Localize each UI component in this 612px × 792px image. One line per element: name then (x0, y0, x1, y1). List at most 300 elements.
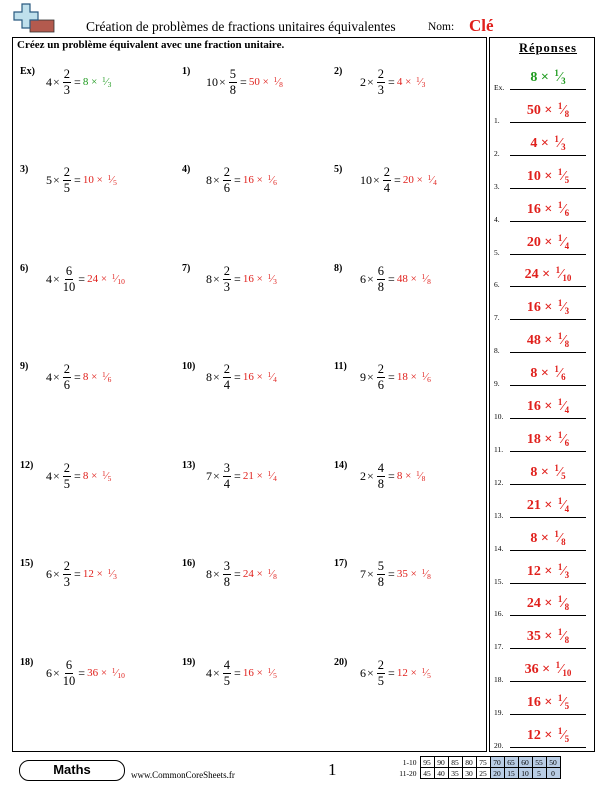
equals-sign: = (74, 468, 81, 483)
unit-fraction: $^1⁄_3$ (557, 561, 570, 580)
times-sign: × (367, 74, 374, 89)
unit-numerator: 1 (267, 272, 272, 281)
numerator: 2 (223, 165, 231, 179)
unit-denominator: 6 (273, 178, 277, 187)
answer-whole: 12 (396, 667, 408, 679)
problem-answer: $18 \times ^1⁄_6$ (396, 370, 431, 384)
equals-sign: = (388, 369, 395, 384)
denominator: 4 (223, 377, 231, 392)
unit-fraction: $^1⁄_3$ (554, 68, 566, 86)
problem-expression (360, 560, 431, 588)
fraction (63, 560, 71, 588)
denominator: 5 (377, 673, 385, 688)
equals-sign: = (234, 271, 241, 286)
whole-number: 4 (46, 74, 52, 89)
unit-fraction: $^1⁄_5$ (557, 693, 570, 712)
times-sign: × (373, 172, 380, 187)
times-sign: × (213, 665, 220, 680)
answer-value: $12 \times ^1⁄_5$ (526, 726, 570, 744)
whole-number: 6 (360, 271, 366, 286)
denominator: 3 (223, 279, 231, 294)
answer-whole: 8 (82, 470, 89, 482)
score-cell: 75 (476, 757, 490, 768)
numerator: 2 (63, 559, 71, 573)
equals-sign: = (234, 665, 241, 680)
answer-row (494, 523, 590, 553)
problem-answer: $16 \times ^1⁄_5$ (242, 666, 277, 680)
unit-numerator: 1 (421, 370, 426, 379)
numerator: 6 (65, 264, 73, 278)
times-sign: × (367, 665, 374, 680)
unit-fraction: $^1⁄_5$ (107, 173, 117, 187)
answer-line (510, 352, 586, 353)
fraction (63, 659, 76, 687)
answer-label: 17. (494, 642, 504, 652)
answer-line (510, 583, 586, 584)
fraction (223, 265, 231, 293)
unit-fraction: $^1⁄_5$ (557, 166, 570, 185)
times-sign: × (367, 566, 374, 581)
denominator: 5 (223, 673, 231, 688)
answer-value: $8 \times ^1⁄_5$ (530, 462, 566, 481)
unit-fraction: $^1⁄_8$ (267, 567, 277, 581)
whole-number: 8 (206, 172, 212, 187)
answer-key-label: Clé (469, 16, 494, 35)
unit-numerator: 1 (102, 75, 106, 84)
answer-row (494, 358, 590, 388)
unit-numerator: 1 (267, 173, 272, 182)
problem-number: 5) (334, 164, 343, 175)
answer-line (510, 254, 586, 255)
problem-answer: $48 \times ^1⁄_8$ (396, 272, 431, 286)
answer-whole: 16 (242, 371, 254, 383)
answer-whole: 16 (242, 174, 254, 186)
unit-fraction: $^1⁄_8$ (416, 469, 426, 483)
unit-fraction: $^1⁄_{10}$ (555, 265, 572, 284)
unit-numerator: 1 (427, 173, 432, 182)
equals-sign: = (388, 74, 395, 89)
answer-value: $36 \times ^1⁄_{10}$ (524, 660, 572, 679)
whole-number: 4 (46, 271, 52, 286)
denominator: 8 (377, 476, 385, 491)
unit-fraction: $^1⁄_8$ (421, 272, 431, 286)
answer-value: $16 \times ^1⁄_4$ (526, 397, 570, 415)
problem-number: 14) (334, 460, 348, 471)
numerator: 2 (63, 165, 71, 179)
fraction (63, 462, 71, 490)
answer-whole: 8 (82, 371, 89, 383)
answer-whole: 16 (242, 273, 254, 285)
numerator: 5 (377, 559, 385, 573)
numerator: 6 (377, 264, 385, 278)
answer-value: $4 \times ^1⁄_3$ (530, 133, 566, 152)
unit-numerator: 1 (267, 567, 272, 576)
equals-sign: = (388, 468, 395, 483)
problem-expression (46, 462, 111, 490)
problem-answer: $16 \times ^1⁄_6$ (242, 173, 277, 187)
denominator: 8 (377, 574, 385, 589)
whole-number: 2 (360, 74, 366, 89)
answer-whole: 16 (242, 667, 254, 679)
problem-number: 6) (20, 263, 29, 274)
page-number: 1 (328, 760, 337, 779)
whole-number: 6 (360, 665, 366, 680)
problem-number: 15) (20, 558, 34, 569)
answer-line (510, 385, 586, 386)
fraction (63, 166, 71, 194)
unit-fraction: $^1⁄_3$ (416, 75, 426, 89)
problem-number: 10) (182, 361, 196, 372)
worksheet-title: Création de problèmes de fractions unitaires équivalentes (86, 19, 396, 34)
times-sign: × (53, 566, 60, 581)
answer-line (510, 681, 586, 682)
equals-sign: = (234, 566, 241, 581)
problem-answer: $16 \times ^1⁄_3$ (242, 272, 277, 286)
numerator: 2 (63, 67, 71, 81)
times-sign: × (213, 172, 220, 187)
unit-fraction: $^1⁄_4$ (557, 232, 570, 251)
answer-line (510, 286, 586, 287)
denominator: 8 (229, 82, 237, 97)
answer-label: 16. (494, 609, 504, 619)
unit-fraction: $^1⁄_{10}$ (111, 272, 125, 286)
unit-denominator: 10 (117, 277, 125, 286)
unit-fraction: $^1⁄_8$ (557, 100, 570, 119)
whole-number: 8 (206, 271, 212, 286)
answer-label: Ex. (494, 83, 505, 92)
score-cell: 65 (504, 757, 518, 768)
denominator: 3 (63, 574, 71, 589)
unit-denominator: 5 (427, 671, 431, 680)
unit-fraction: $^1⁄_4$ (267, 370, 277, 384)
unit-fraction: $^1⁄_4$ (557, 495, 570, 514)
answer-label: 13. (494, 510, 504, 520)
unit-fraction: $^1⁄_6$ (421, 370, 431, 384)
answer-value: $35 \times ^1⁄_8$ (526, 627, 570, 646)
score-cell: 85 (448, 757, 462, 768)
answers-title: Réponses (519, 41, 578, 55)
problem-answer: $8 \times ^1⁄_3$ (82, 75, 112, 89)
answer-value: $12 \times ^1⁄_3$ (526, 561, 570, 580)
problem-number: 2) (334, 66, 343, 77)
problem-number: Ex) (20, 66, 35, 77)
unit-denominator: 4 (273, 375, 277, 384)
problem-number: 7) (182, 263, 191, 274)
problem-answer: $8 \times ^1⁄_6$ (82, 370, 112, 384)
unit-fraction: $^1⁄_8$ (557, 594, 570, 613)
problem-expression (46, 265, 125, 293)
unit-numerator: 1 (102, 469, 106, 478)
score-row-label: 11-20 (399, 768, 417, 778)
fraction (223, 659, 231, 687)
answer-line (510, 484, 586, 485)
unit-numerator: 1 (421, 666, 426, 675)
score-cell: 25 (476, 768, 490, 779)
whole-number: 7 (206, 468, 212, 483)
answer-row (494, 292, 590, 322)
answer-label: 7. (494, 313, 500, 323)
problem-number: 17) (334, 558, 348, 569)
unit-fraction: $^1⁄_8$ (554, 528, 566, 547)
unit-fraction: $^1⁄_4$ (557, 397, 570, 415)
numerator: 2 (377, 67, 385, 81)
denominator: 4 (383, 180, 391, 195)
answer-line (510, 517, 586, 518)
unit-numerator: 1 (267, 666, 272, 675)
times-sign: × (53, 271, 60, 286)
denominator: 8 (223, 574, 231, 589)
whole-number: 10 (206, 74, 218, 89)
equals-sign: = (234, 369, 241, 384)
answer-row (494, 62, 590, 92)
unit-fraction: $^1⁄_5$ (267, 666, 277, 680)
denominator: 6 (223, 180, 231, 195)
equals-sign: = (234, 172, 241, 187)
unit-fraction: $^1⁄_3$ (554, 133, 566, 152)
numerator: 2 (63, 362, 71, 376)
answer-value: $16 \times ^1⁄_6$ (526, 199, 570, 218)
problem-expression (360, 265, 431, 293)
problem-expression (360, 659, 431, 687)
unit-denominator: 5 (107, 474, 112, 483)
unit-numerator: 1 (267, 469, 272, 478)
answer-label: 5. (494, 247, 500, 257)
whole-number: 7 (360, 566, 366, 581)
answer-label: 3. (494, 181, 500, 191)
denominator: 10 (62, 673, 76, 688)
answer-label: 4. (494, 214, 500, 224)
answer-label: 18. (494, 675, 504, 685)
times-sign: × (213, 271, 220, 286)
score-cell: 0 (546, 768, 560, 779)
answer-label: 14. (494, 543, 504, 553)
whole-number: 6 (46, 566, 52, 581)
unit-numerator: 1 (107, 567, 112, 576)
answer-value: $21 \times ^1⁄_4$ (526, 495, 570, 514)
equals-sign: = (388, 566, 395, 581)
unit-fraction: $^1⁄_6$ (267, 173, 277, 187)
answer-value: $24 \times ^1⁄_{10}$ (524, 265, 572, 284)
unit-fraction: $^1⁄_5$ (557, 726, 570, 744)
problem-number: 4) (182, 164, 191, 175)
whole-number: 6 (46, 665, 52, 680)
score-cell: 35 (448, 768, 462, 779)
answer-whole: 24 (242, 568, 254, 580)
answer-line (510, 155, 586, 156)
answer-row (494, 95, 590, 125)
score-cell: 10 (518, 768, 532, 779)
problem-expression (46, 166, 117, 194)
instructions: Créez un problème équivalent avec une fraction unitaire. (17, 39, 285, 51)
problem-expression (206, 659, 277, 687)
answer-label: 11. (494, 444, 504, 454)
whole-number: 4 (206, 665, 212, 680)
problem-answer: $4 \times ^1⁄_3$ (396, 75, 426, 89)
unit-denominator: 3 (421, 80, 426, 89)
score-cell: 80 (462, 757, 476, 768)
answer-row (494, 259, 590, 289)
problem-expression (360, 68, 425, 96)
equals-sign: = (388, 271, 395, 286)
problem-answer: $24 \times ^1⁄_8$ (242, 567, 277, 581)
numerator: 2 (63, 461, 71, 475)
unit-numerator: 1 (107, 173, 112, 182)
denominator: 3 (377, 82, 385, 97)
problem-expression (46, 363, 111, 391)
numerator: 2 (377, 362, 385, 376)
unit-denominator: 8 (427, 277, 431, 286)
problem-answer: $20 \times ^1⁄_4$ (402, 173, 437, 187)
unit-denominator: 5 (113, 178, 117, 187)
answer-label: 2. (494, 148, 500, 158)
denominator: 5 (63, 180, 71, 195)
unit-denominator: 6 (427, 375, 431, 384)
problem-number: 19) (182, 657, 196, 668)
equals-sign: = (74, 172, 81, 187)
answer-line (510, 550, 586, 551)
answer-value: $50 \times ^1⁄_8$ (526, 100, 570, 119)
denominator: 6 (63, 377, 71, 392)
unit-fraction: $^1⁄_4$ (427, 173, 437, 187)
problem-number: 8) (334, 263, 343, 274)
fraction (377, 659, 385, 687)
fraction (377, 560, 385, 588)
equals-sign: = (388, 665, 395, 680)
answer-line (510, 615, 586, 616)
answer-line (510, 188, 586, 189)
unit-fraction: $^1⁄_6$ (102, 370, 112, 384)
numerator: 4 (223, 658, 231, 672)
answer-value: $16 \times ^1⁄_5$ (526, 693, 570, 712)
answer-value: $8 \times ^1⁄_6$ (530, 364, 566, 383)
whole-number: 4 (46, 369, 52, 384)
times-sign: × (213, 468, 220, 483)
answer-row (494, 194, 590, 224)
whole-number: 8 (206, 369, 212, 384)
answer-row (494, 621, 590, 651)
numerator: 4 (377, 461, 385, 475)
numerator: 2 (377, 658, 385, 672)
unit-fraction: $^1⁄_{10}$ (111, 666, 125, 680)
score-cell: 60 (518, 757, 532, 768)
problem-number: 9) (20, 361, 29, 372)
answer-line (510, 451, 586, 452)
answer-whole: 24 (87, 273, 99, 285)
fraction (377, 265, 385, 293)
fraction (63, 265, 76, 293)
fraction (223, 462, 231, 490)
fraction (223, 560, 231, 588)
unit-fraction: $^1⁄_8$ (557, 331, 570, 350)
unit-fraction: $^1⁄_3$ (267, 272, 277, 286)
unit-denominator: 8 (279, 80, 283, 89)
answer-row (494, 227, 590, 257)
unit-numerator: 1 (273, 75, 278, 84)
unit-numerator: 1 (102, 370, 106, 379)
answer-row (494, 490, 590, 520)
times-sign: × (53, 468, 60, 483)
problem-answer: $50 \times ^1⁄_8$ (248, 75, 283, 89)
equals-sign: = (78, 271, 86, 286)
score-table (396, 756, 561, 779)
unit-numerator: 1 (267, 370, 272, 379)
unit-numerator: 1 (111, 272, 116, 281)
answer-whole: 18 (396, 371, 408, 383)
answer-whole: 8 (82, 76, 89, 88)
unit-fraction: $^1⁄_3$ (102, 75, 112, 89)
answer-row (494, 391, 590, 421)
numerator: 6 (65, 658, 73, 672)
numerator: 2 (383, 165, 391, 179)
problem-number: 13) (182, 460, 196, 471)
times-sign: × (367, 369, 374, 384)
score-cell: 55 (532, 757, 546, 768)
answer-label: 1. (494, 115, 500, 125)
answer-line (510, 319, 586, 320)
answer-value: $20 \times ^1⁄_4$ (526, 232, 570, 251)
problem-expression (206, 462, 277, 490)
unit-fraction: $^1⁄_4$ (267, 469, 277, 483)
answer-line (510, 418, 586, 419)
unit-fraction: $^1⁄_5$ (421, 666, 431, 680)
score-cell: 45 (420, 768, 434, 779)
answer-label: 9. (494, 379, 500, 389)
unit-fraction: $^1⁄_8$ (273, 75, 283, 89)
problem-expression (206, 166, 277, 194)
whole-number: 5 (46, 172, 52, 187)
problem-answer: $8 \times ^1⁄_8$ (396, 469, 426, 483)
answer-whole: 12 (82, 568, 94, 580)
unit-fraction: $^1⁄_5$ (554, 462, 566, 481)
times-sign: × (219, 74, 226, 89)
fraction (223, 166, 231, 194)
problem-answer: $8 \times ^1⁄_5$ (82, 469, 112, 483)
answer-value: $48 \times ^1⁄_8$ (526, 331, 570, 350)
answer-label: 10. (494, 412, 504, 421)
unit-denominator: 8 (421, 474, 426, 483)
score-cell: 5 (532, 768, 546, 779)
answer-row (494, 457, 590, 487)
unit-denominator: 6 (107, 375, 112, 384)
numerator: 2 (223, 264, 231, 278)
answer-whole: 35 (396, 568, 408, 580)
answer-whole: 21 (242, 470, 254, 482)
unit-numerator: 1 (421, 567, 426, 576)
problem-answer: $16 \times ^1⁄_4$ (242, 370, 277, 384)
answer-row (494, 161, 590, 191)
problem-answer: $10 \times ^1⁄_5$ (82, 173, 117, 187)
unit-denominator: 5 (273, 671, 277, 680)
unit-numerator: 1 (421, 272, 426, 281)
answer-label: 20. (494, 741, 504, 750)
answer-row (494, 588, 590, 618)
answer-whole: 50 (248, 76, 260, 88)
website-text: www.CommonCoreSheets.fr (131, 770, 235, 780)
answer-value: $8 \times ^1⁄_8$ (530, 528, 566, 547)
answer-whole: 20 (402, 174, 414, 186)
unit-denominator: 8 (273, 572, 277, 581)
times-sign: × (53, 74, 60, 89)
problem-expression (360, 363, 431, 391)
answer-row (494, 654, 590, 684)
score-row-label: 1-10 (402, 757, 417, 767)
problem-number: 16) (182, 558, 196, 569)
fraction (383, 166, 391, 194)
score-cell: 95 (420, 757, 434, 768)
times-sign: × (53, 665, 60, 680)
answer-label: 8. (494, 346, 500, 356)
unit-denominator: 10 (117, 671, 125, 680)
